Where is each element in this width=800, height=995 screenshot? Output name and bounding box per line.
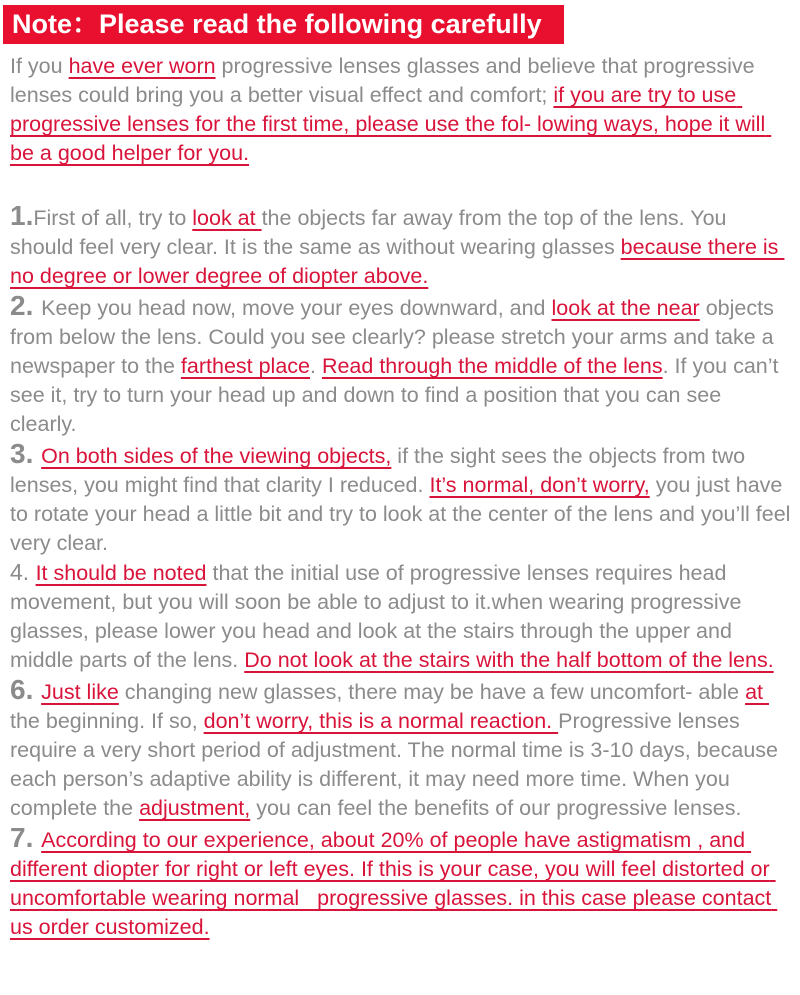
note-banner-title: Note：Please read the following carefully — [12, 9, 542, 39]
highlighted-text: look at the near — [551, 296, 700, 320]
body-text: If you — [10, 54, 69, 78]
paragraph-point-2 — [10, 291, 791, 439]
highlighted-text: Just like — [41, 680, 119, 704]
body-text: changing new glasses, there may be have a few uncomfort- able — [118, 680, 746, 704]
highlighted-text: According to our experience, about 20% of people have astigmatism , and different diopter for right or left eyes. If this is your case, you will feel distorted or uncomfortable wearing normal progressive glasses. in this case please contact us order customized. — [10, 828, 778, 939]
highlighted-text: look at — [192, 206, 262, 230]
highlighted-text: It’s normal, don’t worry, — [429, 473, 650, 497]
body-text: First of all, try to — [33, 206, 193, 230]
item-number: 2. — [10, 290, 42, 321]
highlighted-text: if you are try to use progressive lenses for the first time, please use the fol- lowing ways, hope it will be a good helper for you. — [10, 83, 772, 165]
body-text: if the sight sees the objects from two lenses, you might find that clarity I reduced. — [10, 444, 752, 497]
body-text: progressive lenses glasses and believe that progressive lenses could bring you a better visual effect and comfort; — [10, 54, 761, 107]
highlighted-text: It should be noted — [35, 561, 207, 585]
item-number: 7. — [10, 822, 42, 853]
highlighted-text: don’t worry, this is a normal reaction. — [203, 709, 559, 733]
note-body — [0, 44, 800, 942]
highlighted-text: because there is no degree or lower degree of diopter above. — [10, 235, 785, 288]
highlighted-text: farthest place — [180, 354, 310, 378]
body-text: objects from below the lens. Could you see clearly? please stretch your arms and take a newspaper to the — [10, 296, 780, 378]
body-text: that the initial use of progressive lenses requires head movement, but you will soon be able to adjust to it.when wearing progressive glasses, please lower you head and look at the stairs through the upper and middle parts of the lens. — [10, 561, 748, 672]
body-text: the beginning. If so, — [10, 709, 204, 733]
paragraph-point-4 — [10, 558, 791, 675]
item-number: 4. — [10, 559, 36, 585]
paragraph-point-6 — [10, 675, 791, 823]
paragraph-point-7 — [10, 823, 791, 942]
highlighted-text: Do not look at the stairs with the half bottom of the lens. — [244, 648, 774, 672]
body-text: . If you can’t see it, try to turn your head up and down to find a position that you can see clearly. — [10, 354, 785, 436]
body-text: Progressive lenses require a very short period of adjustment. The normal time is 3-10 days, because each person’s adaptive ability is different, it may need more time. When you complete the — [10, 709, 785, 820]
note-banner — [3, 5, 564, 44]
item-number: 3. — [10, 438, 42, 469]
paragraph-intro — [10, 52, 791, 168]
paragraph-point-3 — [10, 438, 797, 558]
body-text: the objects far away from the top of the lens. You should feel very clear. It is the same as without wearing glasses — [10, 206, 733, 259]
highlighted-text: Read through the middle of the lens — [321, 354, 663, 378]
paragraph-point-1 — [10, 201, 791, 291]
item-number: 6. — [10, 674, 42, 705]
item-number: 1. — [10, 200, 34, 231]
highlighted-text: at — [745, 680, 769, 704]
body-text: you can feel the benefits of our progressive lenses. — [250, 796, 742, 820]
highlighted-text: On both sides of the viewing objects, — [41, 444, 392, 468]
body-text: you just have to rotate your head a little bit and try to look at the center of the lens and you’ll feel very clear. — [10, 473, 797, 555]
highlighted-text: adjustment, — [139, 796, 251, 820]
body-text: . — [310, 354, 322, 378]
body-text: Keep you head now, move your eyes downward, and — [41, 296, 552, 320]
highlighted-text: have ever worn — [68, 54, 216, 78]
